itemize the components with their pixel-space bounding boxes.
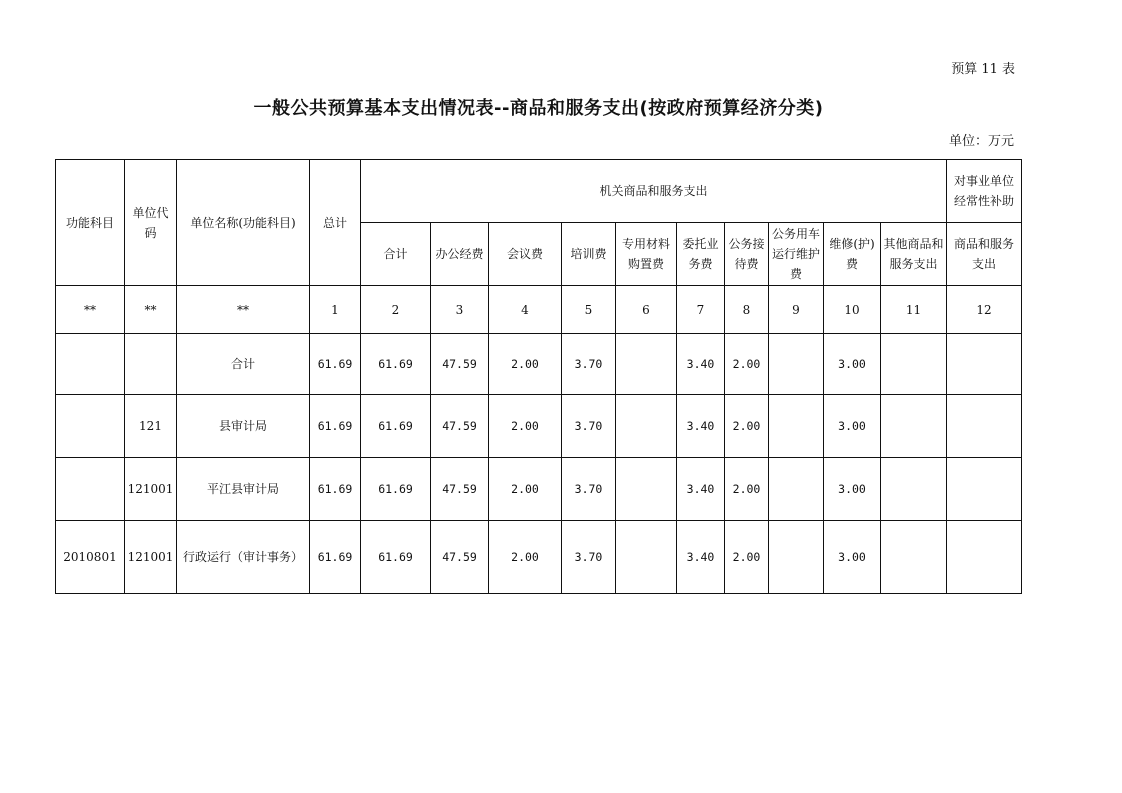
cell-value: 2.00 (489, 458, 562, 521)
index-cell: 4 (489, 286, 562, 334)
cell-value: 47.59 (431, 521, 489, 594)
index-cell: 6 (616, 286, 677, 334)
cell-value: 3.70 (562, 395, 616, 458)
table-row (56, 334, 1022, 395)
cell-value: 3.00 (824, 458, 881, 521)
index-cell: 8 (725, 286, 769, 334)
cell-value: 2.00 (489, 395, 562, 458)
header-sub: 办公经费 (431, 223, 489, 286)
header-total: 总计 (310, 160, 361, 286)
index-cell: 9 (769, 286, 824, 334)
cell-value: 3.70 (562, 458, 616, 521)
header-sub: 公务接待费 (725, 223, 769, 286)
index-row (56, 286, 1022, 334)
index-cell: 1 (310, 286, 361, 334)
header-sub: 会议费 (489, 223, 562, 286)
cell-func-subject: 2010801 (56, 521, 125, 594)
cell-value: 61.69 (310, 334, 361, 395)
cell-value: 61.69 (361, 395, 431, 458)
cell-value: 3.40 (677, 334, 725, 395)
cell-value (947, 521, 1022, 594)
cell-value (947, 458, 1022, 521)
cell-value (881, 334, 947, 395)
cell-value (947, 395, 1022, 458)
cell-unit-name: 行政运行（审计事务） (177, 521, 310, 594)
cell-value: 3.70 (562, 521, 616, 594)
page-title: 一般公共预算基本支出情况表--商品和服务支出(按政府预算经济分类) (253, 98, 824, 119)
cell-value: 2.00 (725, 334, 769, 395)
header-unit-code: 单位代码 (125, 160, 177, 286)
cell-value: 61.69 (361, 334, 431, 395)
cell-value (881, 458, 947, 521)
cell-func-subject (56, 458, 125, 521)
index-cell: 3 (431, 286, 489, 334)
unit-label: 单位：万元 (948, 134, 1014, 149)
cell-unit-code: 121001 (125, 458, 177, 521)
cell-value: 61.69 (361, 458, 431, 521)
header-sub: 维修(护)费 (824, 223, 881, 286)
index-cell: 10 (824, 286, 881, 334)
header-org-goods-services: 机关商品和服务支出 (361, 160, 947, 223)
cell-value (881, 521, 947, 594)
header-sub: 公务用车运行维护费 (769, 223, 824, 286)
cell-value: 61.69 (310, 395, 361, 458)
cell-unit-name: 平江县审计局 (177, 458, 310, 521)
cell-value: 2.00 (725, 395, 769, 458)
cell-unit-code: 121 (125, 395, 177, 458)
index-cell: 2 (361, 286, 431, 334)
table-row (56, 395, 1022, 458)
cell-value (769, 334, 824, 395)
cell-value: 61.69 (361, 521, 431, 594)
table-row (56, 521, 1022, 594)
cell-value: 2.00 (489, 334, 562, 395)
cell-value: 3.40 (677, 395, 725, 458)
table-row (56, 458, 1022, 521)
header-unit-name: 单位名称(功能科目) (177, 160, 310, 286)
header-sub: 培训费 (562, 223, 616, 286)
header-sub: 其他商品和服务支出 (881, 223, 947, 286)
header-sub: 合计 (361, 223, 431, 286)
index-cell: ** (177, 286, 310, 334)
cell-value (947, 334, 1022, 395)
header-row-1 (56, 160, 1022, 223)
header-sub: 委托业务费 (677, 223, 725, 286)
cell-unit-code (125, 334, 177, 395)
index-cell: 7 (677, 286, 725, 334)
index-cell: 11 (881, 286, 947, 334)
cell-value (769, 521, 824, 594)
cell-value: 3.00 (824, 334, 881, 395)
cell-value: 2.00 (725, 521, 769, 594)
cell-value: 2.00 (489, 521, 562, 594)
cell-value: 3.70 (562, 334, 616, 395)
cell-func-subject (56, 395, 125, 458)
cell-unit-name: 合计 (177, 334, 310, 395)
cell-unit-code: 121001 (125, 521, 177, 594)
table-number: 预算 11 表 (951, 62, 1015, 77)
cell-value (616, 521, 677, 594)
cell-value (616, 334, 677, 395)
cell-value (881, 395, 947, 458)
cell-value: 61.69 (310, 458, 361, 521)
index-cell: 5 (562, 286, 616, 334)
header-sub: 商品和服务支出 (947, 223, 1022, 286)
cell-value: 61.69 (310, 521, 361, 594)
cell-value: 3.00 (824, 395, 881, 458)
cell-value: 47.59 (431, 458, 489, 521)
cell-value: 3.00 (824, 521, 881, 594)
header-func-subject: 功能科目 (56, 160, 125, 286)
cell-value: 47.59 (431, 395, 489, 458)
cell-value (616, 458, 677, 521)
index-cell: ** (125, 286, 177, 334)
cell-value (616, 395, 677, 458)
index-cell: ** (56, 286, 125, 334)
index-cell: 12 (947, 286, 1022, 334)
cell-value: 2.00 (725, 458, 769, 521)
cell-func-subject (56, 334, 125, 395)
cell-value (769, 395, 824, 458)
cell-value: 3.40 (677, 521, 725, 594)
expenditure-table (55, 159, 1022, 594)
cell-value (769, 458, 824, 521)
cell-value: 3.40 (677, 458, 725, 521)
cell-unit-name: 县审计局 (177, 395, 310, 458)
cell-value: 47.59 (431, 334, 489, 395)
header-subsidy: 对事业单位经常性补助 (947, 160, 1022, 223)
header-sub: 专用材料购置费 (616, 223, 677, 286)
